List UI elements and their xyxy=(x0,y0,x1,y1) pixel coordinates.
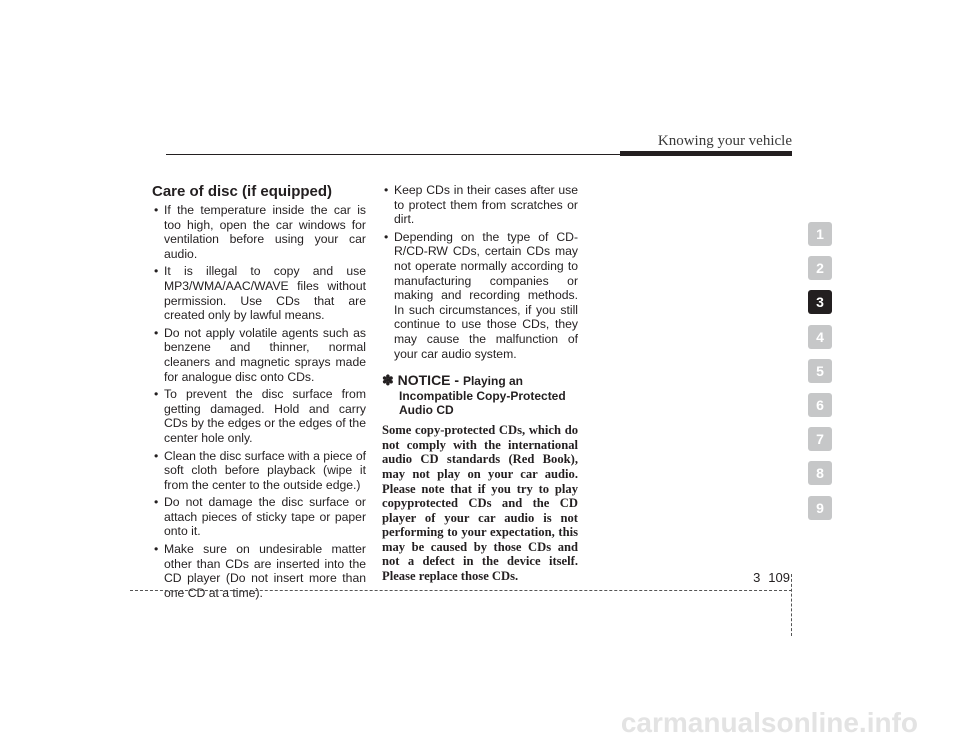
bullet-item: • It is illegal to copy and use MP3/WMA/AAC/WAVE files without permission. Use CDs that are created only by lawful means. xyxy=(152,264,366,322)
watermark: carmanualsonline.info xyxy=(620,707,918,738)
notice-subtitle: Audio CD xyxy=(399,403,454,418)
care-bullet-list-continued xyxy=(382,183,578,361)
bullet-item: • To prevent the disc surface from getting damaged. Hold and carry CDs by the edges or the edges of the center hole only. xyxy=(152,387,366,445)
chapter-tab-active[interactable]: 3 xyxy=(808,290,832,314)
bullet-item: • Clean the disc surface with a piece of soft cloth before playback (wipe it from the center to the outside edge.) xyxy=(152,449,366,493)
notice-label: NOTICE - xyxy=(397,372,463,389)
left-column xyxy=(152,183,366,603)
notice-icon: ✽ xyxy=(382,372,394,389)
page-number xyxy=(753,570,790,585)
notice-subtitle: Incompatible Copy-Protected xyxy=(399,389,566,404)
chapter-tabs xyxy=(808,222,832,530)
footer-rule xyxy=(130,590,792,591)
chapter-tab[interactable]: 4 xyxy=(808,325,832,349)
bullet-item: • Depending on the type of CD-R/CD-RW CDs, certain CDs may not operate normally according to manufacturing companies or making and recording methods. In such circumstances, if you still continue to use those CDs, they may cause the malfunction of your car audio system. xyxy=(382,230,578,361)
notice-heading xyxy=(382,373,578,389)
chapter-tab[interactable]: 8 xyxy=(808,461,832,485)
header-bar xyxy=(620,151,792,156)
chapter-tab[interactable]: 5 xyxy=(808,359,832,383)
section-number: 3 xyxy=(753,570,761,585)
bullet-item: • Keep CDs in their cases after use to protect them from scratches or dirt. xyxy=(382,183,578,227)
page-number-value: 109 xyxy=(768,570,790,585)
bullet-item: • If the temperature inside the car is too high, open the car windows for ventilation before using your car audio. xyxy=(152,203,366,261)
notice-body: Some copy-protected CDs, which do not comply with the international audio CD standards (Red Book), may not play on your car audio. Please note that if you try to play copyprotected CDs and the CD player of your car audio is not performing to your expectation, this may be caused by those CDs and not a defect in the device itself. Please replace those CDs. xyxy=(382,423,578,584)
footer-divider xyxy=(791,574,792,636)
chapter-tab[interactable]: 7 xyxy=(808,427,832,451)
chapter-tab[interactable]: 6 xyxy=(808,393,832,417)
right-column xyxy=(382,183,578,584)
chapter-tab[interactable]: 9 xyxy=(808,496,832,520)
running-header: Knowing your vehicle xyxy=(657,133,792,149)
bullet-item: • Do not damage the disc surface or attach pieces of sticky tape or paper onto it. xyxy=(152,495,366,539)
chapter-tab[interactable]: 2 xyxy=(808,256,832,280)
section-title: Care of disc (if equipped) xyxy=(152,183,333,200)
notice-subtitle: Playing an xyxy=(462,374,523,389)
chapter-tab[interactable]: 1 xyxy=(808,222,832,246)
bullet-item: • Do not apply volatile agents such as benzene and thinner, normal cleaners and magnetic sprays made for analogue disc onto CDs. xyxy=(152,326,366,384)
bullet-item: • Make sure on undesirable matter other than CDs are inserted into the CD player (Do not insert more than one CD at a time). xyxy=(152,542,366,600)
care-bullet-list xyxy=(152,203,366,600)
